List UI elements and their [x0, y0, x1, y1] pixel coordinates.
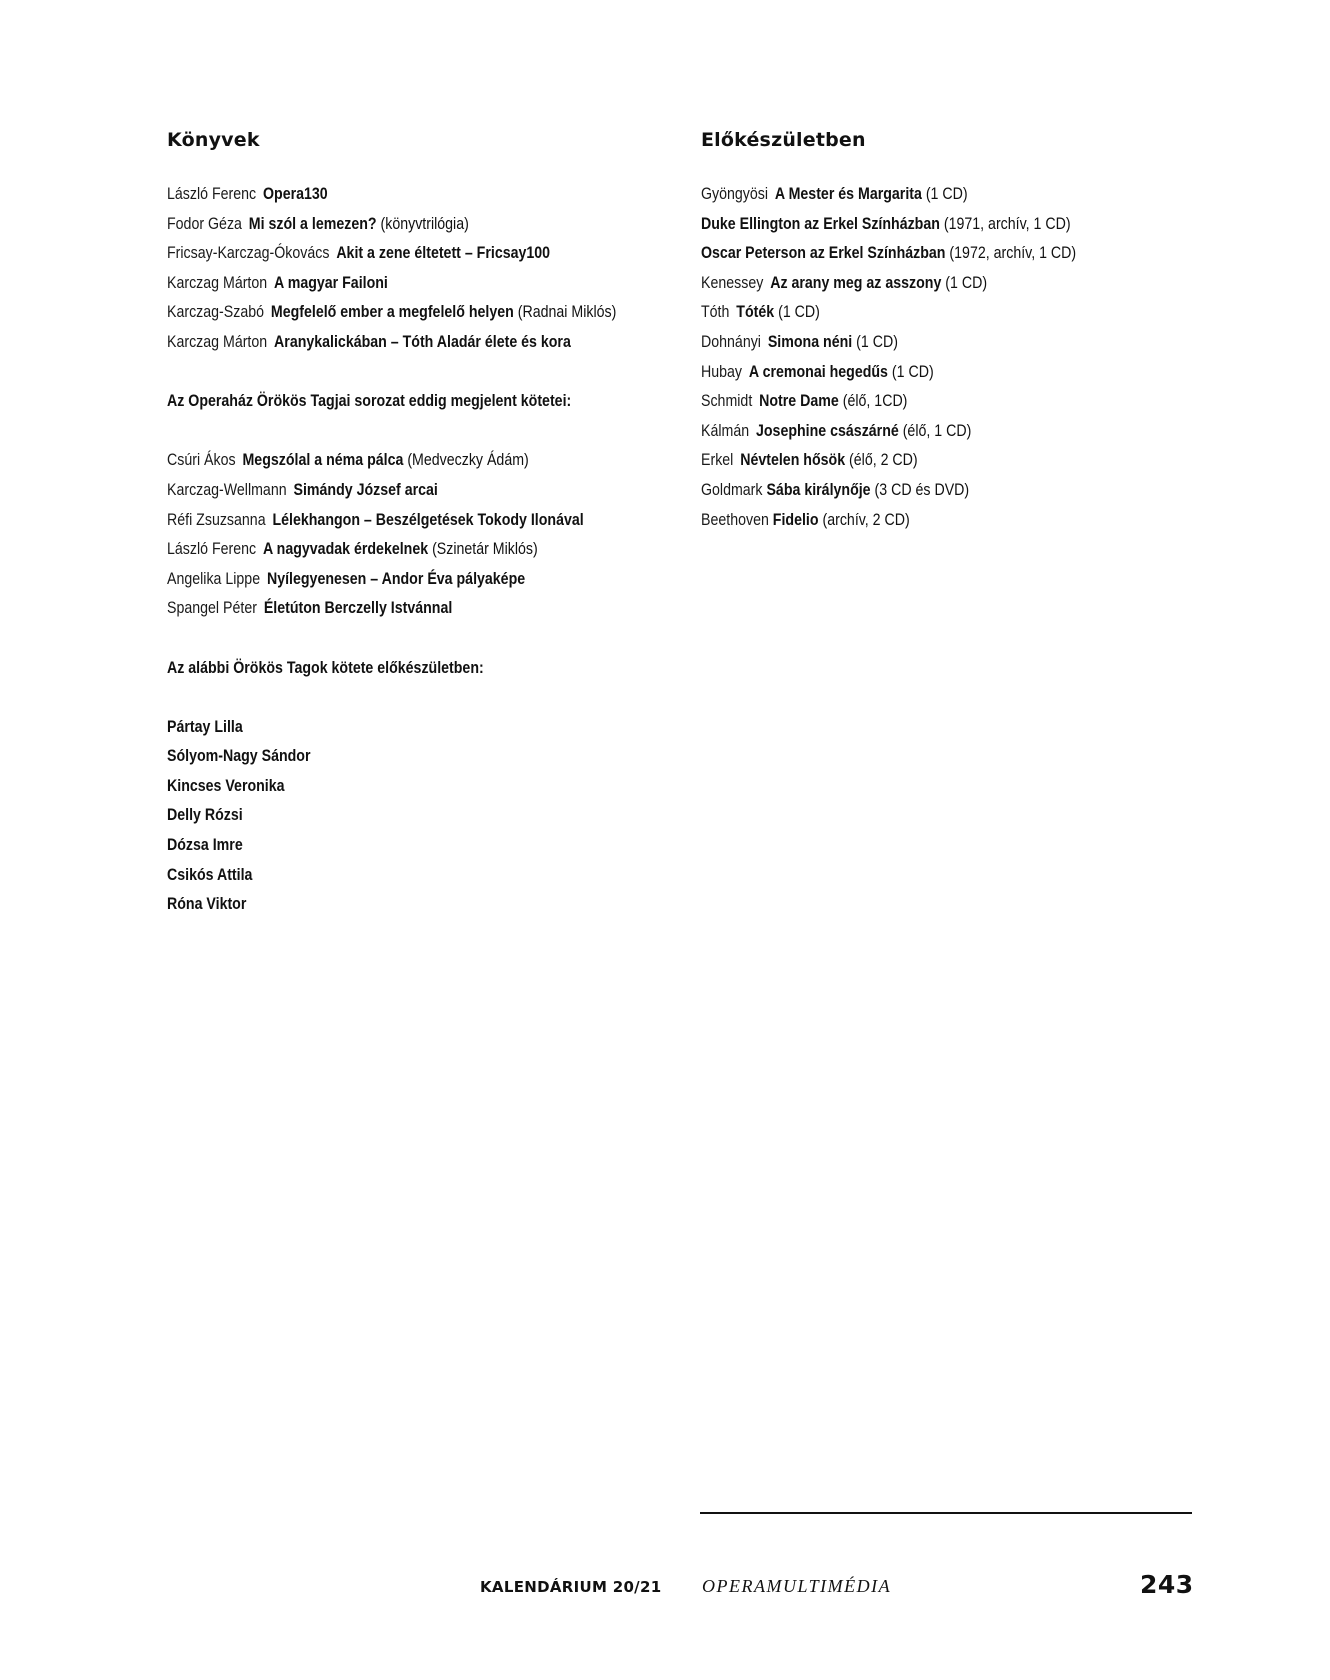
- list-item: Fodor Géza Mi szól a lemezen? (könyvtrilógia): [167, 214, 469, 233]
- page-footer: [0, 1572, 1330, 1612]
- list-item: László Ferenc Opera130: [167, 185, 328, 203]
- list-item: Csikós Attila: [167, 865, 253, 884]
- list-item: Erkel Névtelen hősök (élő, 2 CD): [701, 451, 918, 470]
- list-item: Schmidt Notre Dame (élő, 1CD): [701, 392, 908, 411]
- list-item: Karczag-Wellmann Simándy József arcai: [167, 480, 438, 499]
- list-item: Sólyom-Nagy Sándor: [167, 747, 311, 766]
- forthcoming-column: [701, 120, 1221, 535]
- books-list: [167, 180, 687, 358]
- list-item: Hubay A cremonai hegedűs (1 CD): [701, 362, 934, 381]
- list-item: Kincses Veronika: [167, 776, 285, 795]
- upcoming-list: [167, 713, 687, 920]
- list-item: Goldmark Sába királynője (3 CD és DVD): [701, 480, 970, 499]
- list-item: Csúri Ákos Megszólal a néma pálca (Medveczky Ádám): [167, 451, 529, 470]
- list-item: Pártay Lilla: [167, 717, 243, 736]
- books-column: [167, 120, 687, 920]
- section-title: OPERAMULTIMÉDIA: [702, 1576, 892, 1596]
- footer-divider: [700, 1512, 1192, 1514]
- publication-title: KALENDÁRIUM 20/21: [480, 1578, 662, 1596]
- list-item: Angelika Lippe Nyílegyenesen – Andor Éva pályaképe: [167, 569, 526, 588]
- list-item: Tóth Tóték (1 CD): [701, 303, 820, 322]
- forthcoming-list: [701, 180, 1221, 535]
- list-item: Karczag-Szabó Megfelelő ember a megfelelő helyen (Radnai Miklós): [167, 303, 617, 322]
- series-list: [167, 446, 687, 624]
- list-item: Dózsa Imre: [167, 836, 243, 855]
- books-heading: Könyvek: [167, 129, 260, 151]
- list-item: Réfi Zsuzsanna Lélekhangon – Beszélgetések Tokody Ilonával: [167, 510, 584, 529]
- list-item: Gyöngyösi A Mester és Margarita (1 CD): [701, 185, 968, 203]
- list-item: Karczag Márton Aranykalickában – Tóth Aladár élete és kora: [167, 332, 571, 351]
- list-item: Dohnányi Simona néni (1 CD): [701, 332, 898, 351]
- series-heading: Az Operaház Örökös Tagjai sorozat eddig megjelent kötetei:: [167, 392, 572, 411]
- list-item: Kenessey Az arany meg az asszony (1 CD): [701, 273, 988, 292]
- list-item: Spangel Péter Életúton Berczelly Istvánnal: [167, 599, 453, 618]
- page-number: 243: [1140, 1570, 1194, 1599]
- upcoming-heading: Az alábbi Örökös Tagok kötete előkészületben:: [167, 658, 484, 677]
- list-item: László Ferenc A nagyvadak érdekelnek (Szinetár Miklós): [167, 540, 538, 559]
- list-item: Kálmán Josephine császárné (élő, 1 CD): [701, 421, 972, 440]
- forthcoming-heading: Előkészületben: [701, 129, 866, 151]
- list-item: Róna Viktor: [167, 895, 247, 914]
- list-item: Fricsay-Karczag-Ókovács Akit a zene éltetett – Fricsay100: [167, 244, 551, 263]
- list-item: Delly Rózsi: [167, 806, 243, 825]
- list-item: Karczag Márton A magyar Failoni: [167, 273, 388, 292]
- list-item: Duke Ellington az Erkel Színházban (1971, archív, 1 CD): [701, 214, 1071, 233]
- list-item: Oscar Peterson az Erkel Színházban (1972, archív, 1 CD): [701, 244, 1077, 263]
- list-item: Beethoven Fidelio (archív, 2 CD): [701, 510, 910, 529]
